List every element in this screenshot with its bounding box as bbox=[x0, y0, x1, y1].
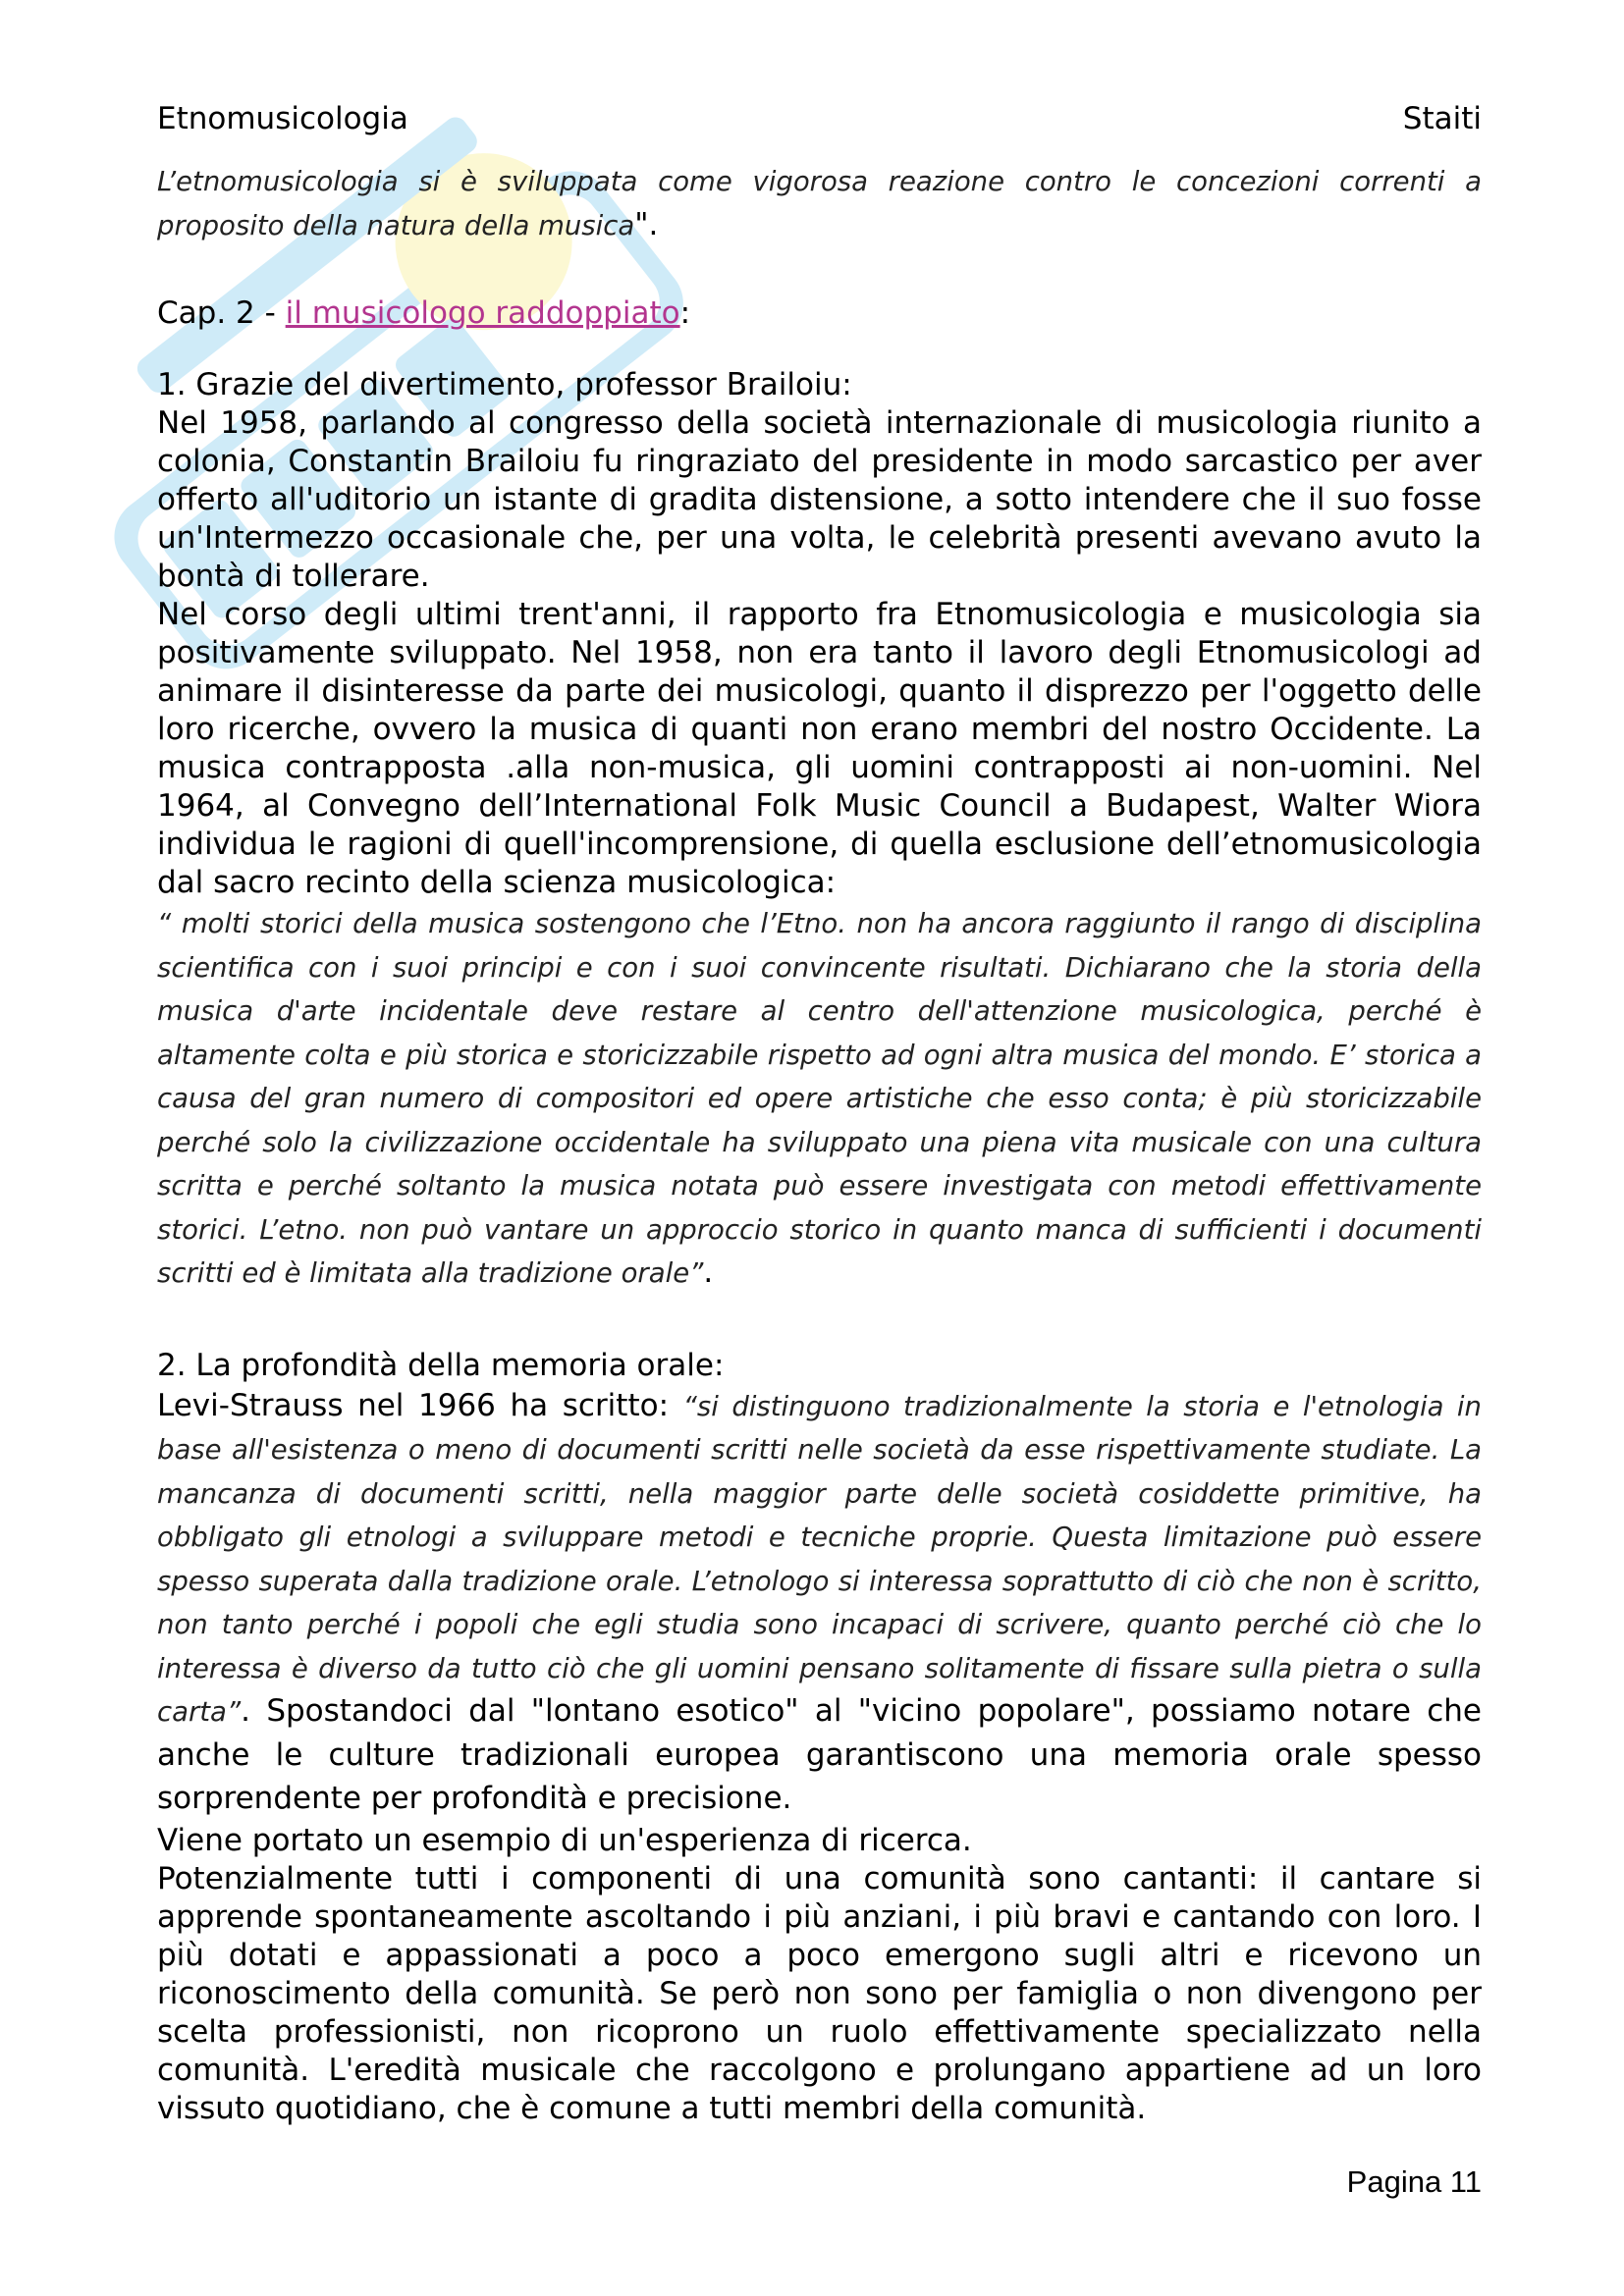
intro-quote-text: L’etnomusicologia si è sviluppata come vigorosa reazione contro le concezioni correnti a proposito della natura della musica bbox=[157, 166, 1482, 241]
chapter-prefix: Cap. 2 - bbox=[157, 295, 286, 331]
chapter-heading bbox=[157, 294, 1482, 333]
chapter-link[interactable]: il musicologo raddoppiato bbox=[285, 295, 680, 331]
section2-final: Potenzialmente tutti i componenti di una comunità sono cantanti: il cantare si apprende spontaneamente ascoltando i più anziani, i più bravi e cantando con loro. I più dotati e appassionati a poco a poco emergono sugli altri e ricevono un riconoscimento della comunità. Se però non sono per famiglia o non divengono per scelta professionisti, non ricoprono un ruolo effettivamente specializzato nella comunità. L'eredità musicale che raccolgono e prolungano appartiene ad un loro vissuto quotidiano, che è comune a tutti membri della comunità. bbox=[157, 1860, 1482, 2126]
chapter-suffix: : bbox=[679, 295, 691, 331]
header-author: Staiti bbox=[1402, 101, 1482, 136]
section1-quote-text: “ molti storici della musica sostengono che l’Etno. non ha ancora raggiunto il rango di disciplina scientifica con i suoi principi e con i suoi convincente risultati. Dichiarano che la storia della musica d'arte incidentale deve restare al centro dell'attenzione musicologica, perché è altamente colta e più storica e storicizzabile rispetto ad ogni altra musica del mondo. E’ storica a causa del gran numero di compositori ed opere artistiche che esso conta; è più storicizzabile perché solo la civilizzazione occidentale ha sviluppato una piena vita musicale con una cultura scritta e perché soltanto la musica notata può essere investigata con metodi effettivamente storici. L’etno. non può vantare un approccio storico in quanto manca di sufficienti i documenti scritti ed è limitata alla tradizione orale” bbox=[157, 908, 1482, 1289]
section2-levi-paragraph bbox=[157, 1385, 1482, 1822]
section1-para1: Nel 1958, parlando al congresso della società internazionale di musicologia riunito a colonia, Constantin Brailoiu fu ringraziato del presidente in modo sarcastico per aver offerto all'uditorio un istante di gradita distensione, a sotto intendere che il suo fosse un'Intermezzo occasionale che, per una volta, le celebrità presenti avevano avuto la bontà di tollerare. bbox=[157, 405, 1482, 594]
section2-example: Viene portato un esempio di un'esperienza di ricerca. bbox=[157, 1822, 972, 1858]
levi-after: . Spostandoci dal "lontano esotico" al "vicino popolare", possiamo notare che anche le culture tradizionali europea garantiscono una memoria orale spesso sorprendente per profondità e precisione. bbox=[157, 1693, 1482, 1816]
page-number: Pagina 11 bbox=[1346, 2164, 1482, 2199]
levi-quote: “si distinguono tradizionalmente la storia e l'etnologia in base all'esistenza o meno di documenti scritti nelle società da esse rispettivamente studiate. La mancanza di documenti scritti, nella maggior parte delle società cosiddette primitive, ha obbligato gli etnologi a sviluppare metodi e tecniche proprie. Questa limitazione può essere spesso superata dalla tradizione orale. L’etnologo si interessa soprattutto di ciò che non è scritto, non tanto perché i popoli che egli studia sono incapaci di scrivere, quanto perché ciò che lo interessa è diverso da tutto ciò che gli uomini pensano solitamente di fissare sulla pietra o sulla carta” bbox=[157, 1390, 1482, 1728]
intro-quote bbox=[157, 160, 1482, 247]
header-title: Etnomusicologia bbox=[157, 101, 408, 136]
intro-quote-end: ". bbox=[634, 206, 659, 242]
page-header bbox=[157, 101, 1482, 140]
page-body bbox=[157, 160, 1482, 2128]
levi-lead: Levi-Strauss nel 1966 ha scritto: bbox=[157, 1387, 683, 1423]
section2-heading: 2. La profondità della memoria orale: bbox=[157, 1347, 725, 1383]
section1-quote-end: . bbox=[703, 1255, 714, 1290]
section1-para2: Nel corso degli ultimi trent'anni, il rapporto fra Etnomusicologia e musicologia sia positivamente sviluppato. Nel 1958, non era tanto il lavoro degli Etnomusicologi ad animare il disinteresse da parte dei musicologi, quanto il disprezzo per l'oggetto delle loro ricerche, ovvero la musica di quanti non erano membri del nostro Occidente. La musica contrapposta .alla non-musica, gli uomini contrapposti ai non-uomini. Nel 1964, al Convegno dell’International Folk Music Council a Budapest, Walter Wiora individua le ragioni di quell'incomprensione, di quella esclusione dell’etnomusicologia dal sacro recinto della scienza musicologica: bbox=[157, 597, 1482, 900]
section1-quote bbox=[157, 902, 1482, 1296]
section1-heading: 1. Grazie del divertimento, professor Brailoiu: bbox=[157, 367, 852, 402]
